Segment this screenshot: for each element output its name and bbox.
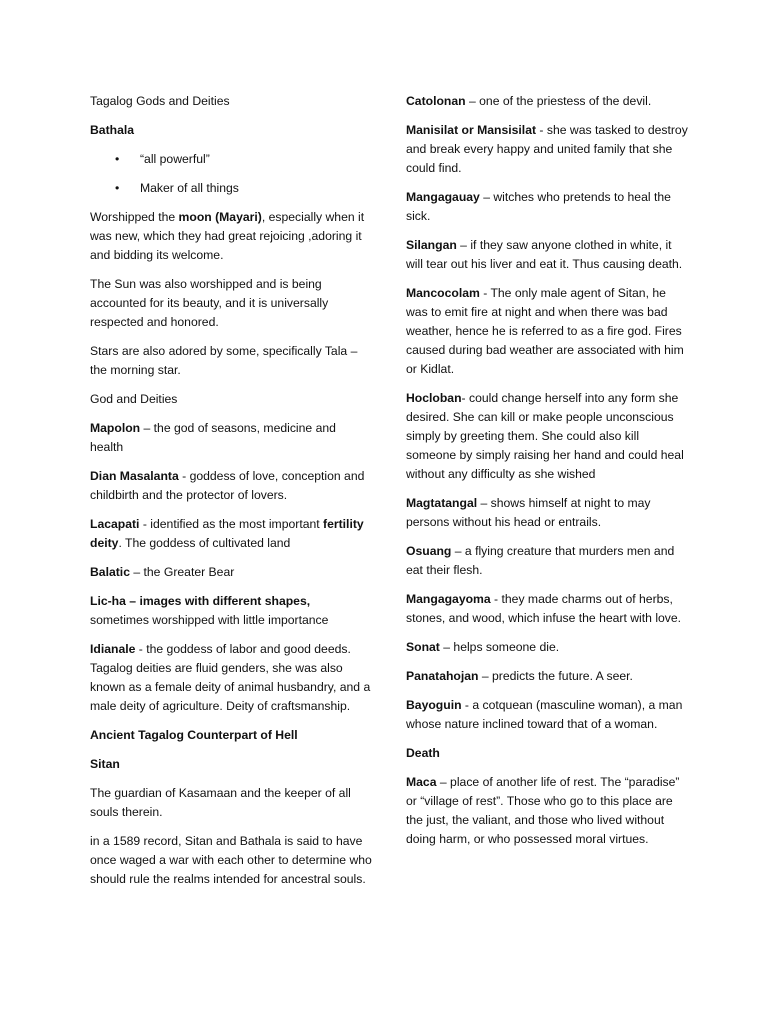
entry-manisilat: [406, 121, 688, 178]
sun-paragraph: The Sun was also worshipped and is being accounted for its beauty, and it is universally respected and honored.: [90, 277, 329, 329]
entry-definition: - she was tasked to destroy and break every happy and united family that she could find.: [406, 123, 688, 175]
entry-term: Idianale: [90, 642, 136, 656]
hell-heading: Ancient Tagalog Counterpart of Hell: [90, 728, 298, 742]
entry-term: Osuang: [406, 544, 452, 558]
entry-definition: – if they saw anyone clothed in white, it will tear out his liver and eat it. Thus causing death.: [406, 238, 683, 271]
entry-term: Lacapati: [90, 517, 140, 531]
entry-term: Mancocolam: [406, 286, 480, 300]
entry-definition: sometimes worshipped with little importance: [90, 613, 329, 627]
entry-term: Magtatangal: [406, 496, 478, 510]
entry-definition: - they made charms out of herbs, stones, and wood, which infuse the heart with love.: [406, 592, 682, 625]
list-item: • Maker of all things: [90, 179, 372, 198]
entry-silangan: [406, 236, 688, 274]
sitan-heading: Sitan: [90, 757, 120, 771]
gods-heading: God and Deities: [90, 392, 178, 406]
entry-lic-ha: [90, 592, 372, 630]
entry-definition-secondary: . The goddess of cultivated land: [118, 536, 291, 550]
document-title: Tagalog Gods and Deities: [90, 94, 230, 108]
entry-mangagayoma: [406, 590, 688, 628]
entry-mangagauay: [406, 188, 688, 226]
entry-term: Dian Masalanta: [90, 469, 179, 483]
entry-definition: - could change herself into any form she desired. She can kill or make people unconscious simply by greeting them. She could also kill someone by simply raising her hand and could heal without any difficulty as she wished: [406, 391, 684, 481]
left-column: [90, 92, 372, 899]
entry-definition: – one of the priestess of the devil.: [465, 94, 652, 108]
entry-definition: – a flying creature that murders men and eat their flesh.: [406, 544, 675, 577]
entry-term: Catolonan: [406, 94, 466, 108]
entry-osuang: [406, 542, 688, 580]
entry-term: Sonat: [406, 640, 440, 654]
entry-definition: - the goddess of labor and good deeds. Tagalog deities are fluid genders, she was also known as a female deity of animal husbandry, and a male deity of agriculture. Deity of craftsmanship.: [90, 642, 371, 713]
moon-paragraph: [90, 208, 372, 265]
stars-paragraph: Stars are also adored by some, specifically Tala – the morning star.: [90, 344, 358, 377]
entry-lacapati: [90, 515, 372, 553]
entry-mancocolam: [406, 284, 688, 379]
entry-mapolon: [90, 419, 372, 457]
entry-definition: - The only male agent of Sitan, he was to emit fire at night and when there was bad weather, hence he is referred to as a fire god. Fires caused during bad weather are associated with him or Kidlat.: [406, 286, 684, 376]
record-paragraph: in a 1589 record, Sitan and Bathala is said to have once waged a war with each other to determine who should rule the realms intended for ancestral souls.: [90, 834, 372, 886]
entry-term: Mapolon: [90, 421, 141, 435]
entry-definition: – witches who pretends to heal the sick.: [406, 190, 671, 223]
entry-definition: – the god of seasons, medicine and health: [90, 421, 336, 454]
entry-term: Hocloban: [406, 391, 462, 405]
moon-text-a: Worshipped the: [90, 210, 179, 224]
entry-panatahojan: [406, 667, 688, 686]
entry-definition: – predicts the future. A seer.: [478, 669, 633, 683]
death-heading: Death: [406, 746, 440, 760]
entry-dian-masalanta: [90, 467, 372, 505]
entry-term: Bayoguin: [406, 698, 462, 712]
moon-text-c: , especially when it was new, which they had great rejoicing ,adoring it and bidding its welcome.: [90, 210, 365, 262]
entry-term: Lic-ha – images with different shapes,: [90, 594, 311, 608]
entry-balatic: [90, 563, 372, 582]
entry-idianale: [90, 640, 372, 716]
entry-definition: – helps someone die.: [439, 640, 560, 654]
list-item: • “all powerful”: [90, 150, 372, 169]
entry-definition: – shows himself at night to may persons without his head or entrails.: [406, 496, 651, 529]
entry-maca: [406, 773, 688, 849]
entry-term: Manisilat or Mansisilat: [406, 123, 537, 137]
entry-term: Silangan: [406, 238, 457, 252]
entry-bayoguin: [406, 696, 688, 734]
entry-definition: - goddess of love, conception and childbirth and the protector of lovers.: [90, 469, 365, 502]
entry-term: Panatahojan: [406, 669, 479, 683]
sitan-paragraph: The guardian of Kasamaan and the keeper of all souls therein.: [90, 786, 351, 819]
moon-term: moon (Mayari): [178, 210, 262, 224]
bathala-bullet-list: [90, 150, 372, 198]
entry-definition: – the Greater Bear: [129, 565, 235, 579]
entry-term: Mangagauay: [406, 190, 480, 204]
entry-term: Balatic: [90, 565, 130, 579]
right-column: [406, 92, 688, 859]
bathala-heading: Bathala: [90, 123, 135, 137]
entry-magtatangal: [406, 494, 688, 532]
entry-sonat: [406, 638, 688, 657]
entry-catolonan: [406, 92, 688, 111]
entry-hocloban: [406, 389, 688, 484]
entry-term-secondary: fertility deity: [90, 517, 364, 550]
entry-definition: - identified as the most important: [139, 517, 324, 531]
entry-definition: - a cotquean (masculine woman), a man whose nature inclined toward that of a woman.: [406, 698, 683, 731]
entry-term: Maca: [406, 775, 437, 789]
entry-definition: – place of another life of rest. The “paradise” or “village of rest”. Those who go to this place are the just, the valiant, and those who lived without doing harm, or who possessed moral virtues.: [406, 775, 680, 846]
entry-term: Mangagayoma: [406, 592, 491, 606]
